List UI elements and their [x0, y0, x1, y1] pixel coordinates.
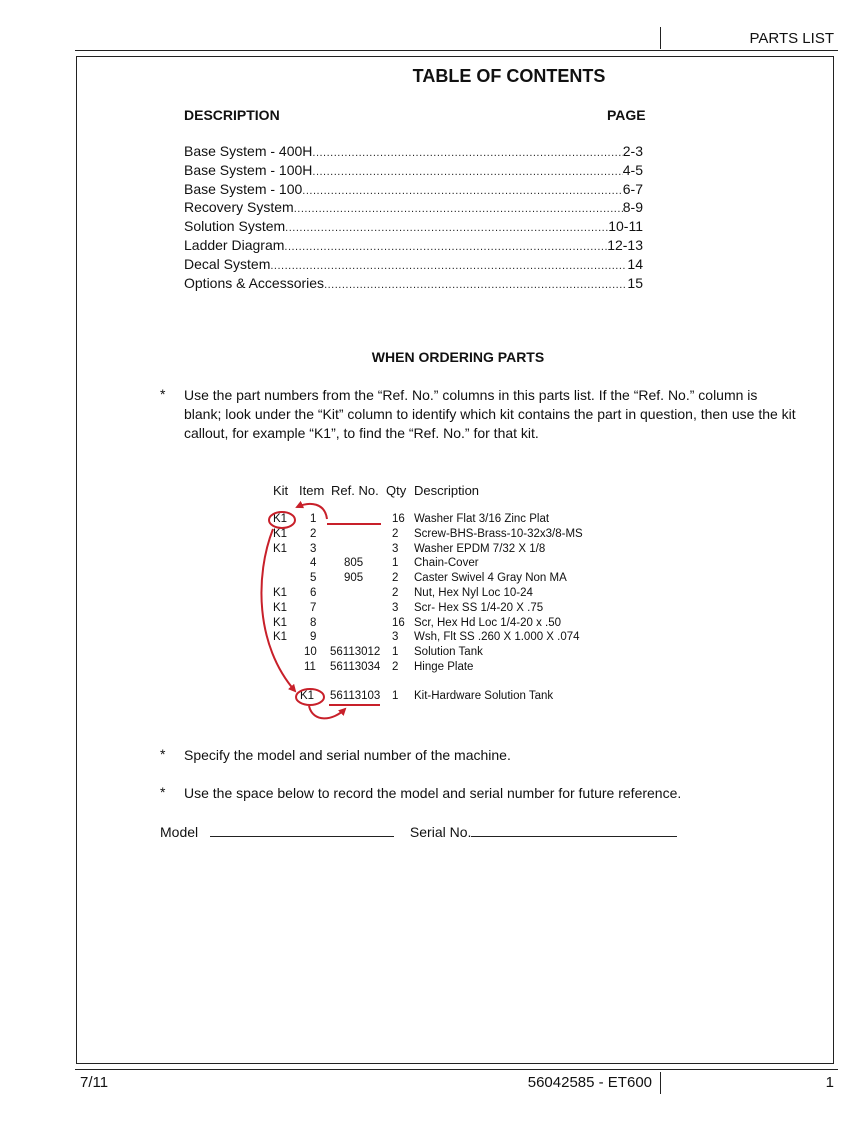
- row-kit: K1: [273, 631, 288, 643]
- arrow-kit-to-ref: [309, 706, 345, 718]
- row-desc: Solution Tank: [414, 646, 483, 658]
- toc-leader: [284, 241, 607, 253]
- footer-doc-id: 56042585 - ET600: [527, 1074, 652, 1091]
- example-header-kit: Kit: [273, 483, 289, 498]
- row-qty: 2: [392, 661, 399, 673]
- toc-leader: [270, 260, 627, 272]
- row-kit: K1: [273, 587, 288, 599]
- toc-entry[interactable]: [184, 237, 643, 256]
- footer-page-number: 1: [825, 1074, 834, 1091]
- toc-col-description: DESCRIPTION: [184, 107, 280, 123]
- row-qty: 3: [392, 631, 399, 643]
- toc-entry-label: Base System - 400H: [184, 143, 313, 159]
- toc-list: [184, 143, 643, 293]
- toc-entry-page: 2-3: [622, 143, 643, 159]
- row-item: 5: [310, 572, 317, 584]
- row-desc: Washer Flat 3/16 Zinc Plat: [414, 513, 550, 525]
- row-desc: Caster Swivel 4 Gray Non MA: [414, 572, 567, 584]
- toc-entry-label: Decal System: [184, 255, 271, 272]
- row-item: 11: [304, 661, 316, 673]
- row-item: 4: [310, 557, 317, 569]
- header-rule: [75, 50, 838, 51]
- example-header-qty: Qty: [386, 483, 407, 498]
- row-ref: 905: [344, 572, 364, 584]
- row-qty: 1: [392, 646, 399, 658]
- row-ref: 56113012: [330, 646, 381, 658]
- example-header-ref: Ref. No.: [331, 483, 379, 498]
- footer-divider: [660, 1072, 661, 1094]
- row-qty: 3: [392, 602, 399, 614]
- toc-entry[interactable]: [184, 218, 643, 237]
- model-label: Model: [160, 824, 199, 840]
- example-header-description: Description: [414, 483, 480, 498]
- row-qty: 2: [392, 528, 399, 540]
- kit-circle-top: [269, 512, 295, 528]
- row-item: 10: [304, 646, 317, 658]
- toc-entry-label: Solution System: [184, 218, 286, 235]
- toc-entry[interactable]: [184, 199, 643, 218]
- toc-col-page: PAGE: [607, 107, 646, 123]
- arrow-kit-to-kitrow: [261, 529, 295, 691]
- footer-date: 7/11: [80, 1074, 109, 1091]
- toc-entry-page: 15: [627, 274, 643, 291]
- row-item: 7: [310, 602, 317, 614]
- toc-leader: [302, 185, 622, 197]
- row-item: 6: [310, 587, 317, 599]
- row-desc: Chain-Cover: [414, 557, 479, 569]
- row-desc: Wsh, Flt SS .260 X 1.000 X .074: [414, 631, 580, 643]
- toc-entry[interactable]: [184, 143, 643, 162]
- ordering-instruction-3: Use the space below to record the model and serial number for future reference.: [184, 785, 682, 801]
- kit-row-desc: Kit-Hardware Solution Tank: [414, 690, 554, 702]
- row-desc: Washer EPDM 7/32 X 1/8: [414, 543, 546, 555]
- toc-entry[interactable]: [184, 162, 643, 181]
- row-item: 8: [310, 617, 317, 629]
- toc-entry-page: 10-11: [608, 218, 643, 235]
- row-kit: K1: [273, 528, 288, 540]
- toc-leader: [294, 203, 623, 215]
- row-kit: K1: [273, 602, 288, 614]
- toc-entry-page: 8-9: [622, 199, 643, 216]
- ordering-instruction-2: Specify the model and serial number of the machine.: [184, 747, 511, 763]
- kit-row-ref: 56113103: [330, 690, 381, 702]
- toc-entry-label: Recovery System: [184, 199, 294, 216]
- toc-entry-label: Options & Accessories: [184, 274, 325, 291]
- header-title: PARTS LIST: [749, 30, 834, 47]
- toc-leader: [312, 147, 622, 159]
- kit-circle-bottom: [296, 689, 324, 705]
- model-field[interactable]: [210, 822, 394, 837]
- serial-field[interactable]: [471, 822, 677, 837]
- toc-entry-page: 4-5: [622, 161, 643, 178]
- row-desc: Screw-BHS-Brass-10-32x3/8-MS: [414, 528, 583, 540]
- row-desc: Nut, Hex Nyl Loc 10-24: [414, 587, 533, 599]
- kit-row-kit: K1: [300, 690, 315, 702]
- toc-leader: [324, 279, 627, 291]
- bullet-star: *: [160, 386, 166, 402]
- model-serial-row: [160, 822, 677, 840]
- toc-title: TABLE OF CONTENTS: [412, 66, 606, 86]
- row-kit: K1: [273, 617, 288, 629]
- toc-entry-page: 14: [627, 255, 643, 272]
- row-kit: K1: [273, 543, 288, 555]
- row-item: 1: [310, 513, 317, 525]
- row-ref: 805: [344, 557, 364, 569]
- row-item: 9: [310, 631, 317, 643]
- row-desc: Scr, Hex Hd Loc 1/4-20 x .50: [414, 617, 562, 629]
- arrow-ref-to-kit: [297, 504, 327, 519]
- ordering-title: WHEN ORDERING PARTS: [371, 349, 545, 365]
- row-qty: 16: [392, 513, 405, 525]
- toc-entry-page: 6-7: [622, 180, 643, 197]
- row-item: 3: [310, 543, 317, 555]
- header-divider: [660, 27, 661, 49]
- serial-label: Serial No.: [409, 824, 472, 840]
- row-kit: K1: [273, 513, 288, 525]
- toc-entry[interactable]: [184, 181, 643, 200]
- row-qty: 2: [392, 572, 399, 584]
- bullet-star: *: [160, 784, 166, 800]
- toc-entry[interactable]: [184, 256, 643, 275]
- row-desc: Scr- Hex SS 1/4-20 X .75: [414, 602, 544, 614]
- kit-row-qty: 1: [392, 690, 399, 702]
- toc-entry-label: Base System - 100H: [184, 161, 313, 178]
- row-desc: Hinge Plate: [414, 661, 474, 673]
- row-qty: 1: [392, 557, 399, 569]
- row-qty: 2: [392, 587, 399, 599]
- example-header-item: Item: [299, 483, 325, 498]
- row-qty: 3: [392, 543, 399, 555]
- footer-rule: [75, 1069, 838, 1070]
- toc-entry-page: 12-13: [607, 236, 643, 253]
- row-item: 2: [310, 528, 317, 540]
- callout-annotation: [255, 495, 395, 730]
- row-ref: 56113034: [330, 661, 381, 673]
- toc-entry[interactable]: [184, 275, 643, 294]
- bullet-star: *: [160, 746, 166, 762]
- toc-leader: [312, 166, 622, 178]
- toc-entry-label: Base System - 100: [184, 180, 303, 197]
- toc-entry-label: Ladder Diagram: [184, 236, 285, 253]
- toc-leader: [285, 222, 608, 234]
- row-qty: 16: [392, 617, 405, 629]
- ordering-instruction-1: Use the part numbers from the “Ref. No.” columns in this parts list. If the “Ref. No.” column is blank; look under the “Kit” column to identify which kit contains the part in question, then use the kit callout, for example “K1”, to find the “Ref. No.” for that kit.: [184, 387, 796, 441]
